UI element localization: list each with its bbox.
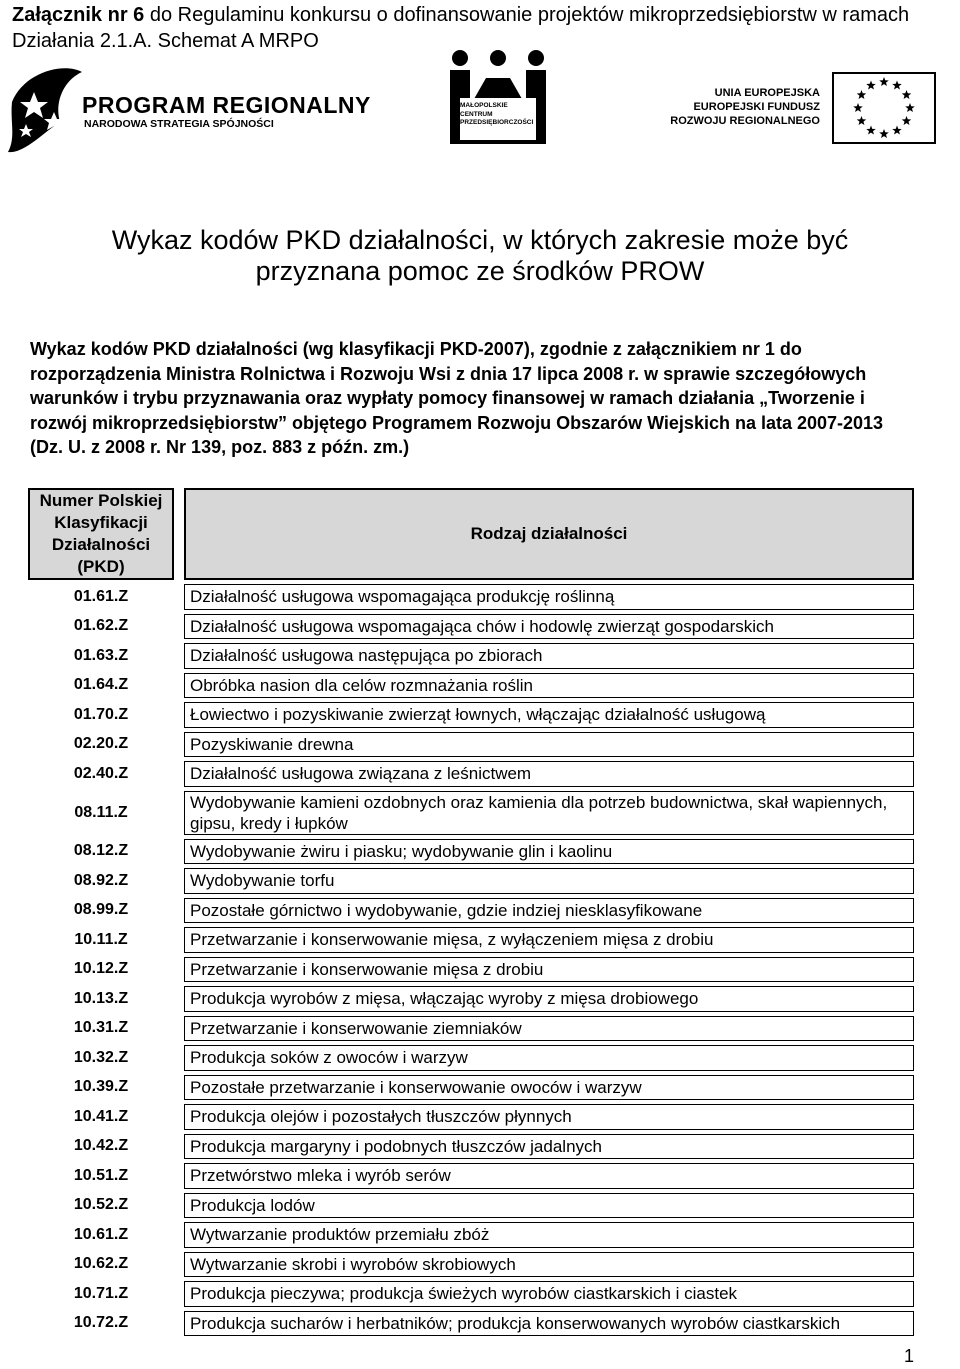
pkd-code: 10.12.Z (73, 960, 129, 978)
intro-paragraph: Wykaz kodów PKD działalności (wg klasyfikacji PKD-2007), zgodnie z załącznikiem nr 1 do rozporządzenia Ministra Rolnictwa i Rozwoju Wsi z dnia 17 lipca 2008 r. w sprawie szczegółowych warunków i trybu przyznawania oraz wypłaty pomocy finansowej w ramach działania „Tworzenie i rozwój mikroprzedsiębiorstw” objętego Programem Rozwoju Obszarów Wiejskich na lata 2007-2013 (Dz. U. z 2008 r. Nr 139, poz. 883 z późn. zm.) (30, 339, 884, 457)
activity-name: Pozyskiwanie drewna (184, 732, 914, 758)
row-gap (174, 1045, 184, 1071)
attachment-number: Załącznik nr 6 (12, 4, 145, 26)
row-gap (174, 614, 184, 640)
title-line1: Wykaz kodów PKD działalności, w których zakresie może być (111, 225, 849, 255)
page-title (0, 225, 960, 287)
row-gap (174, 1222, 184, 1248)
pkd-code: 08.11.Z (74, 803, 128, 821)
table-row (28, 1104, 914, 1130)
table-row (28, 927, 914, 953)
row-gap (174, 1252, 184, 1278)
table-row (28, 673, 914, 699)
activity-name: Produkcja soków z owoców i warzyw (184, 1045, 914, 1071)
mal-line2: CENTRUM (460, 110, 493, 118)
mal-line1: MAŁOPOLSKIE (460, 102, 508, 109)
header-gap (174, 488, 184, 580)
table-row (28, 957, 914, 983)
pkd-code: 10.62.Z (73, 1255, 129, 1273)
table-row (28, 732, 914, 758)
table-row (28, 584, 914, 610)
pkd-code: 08.92.Z (73, 871, 129, 889)
activity-name: Przetwarzanie i konserwowanie ziemniaków (184, 1016, 914, 1042)
eu-star-icon (905, 103, 915, 112)
row-gap (174, 643, 184, 669)
eu-line2: EUROPEJSKI FUNDUSZ (693, 101, 820, 113)
pkd-code: 10.52.Z (73, 1196, 129, 1214)
pkd-code: 01.64.Z (73, 676, 129, 694)
pkd-code: 10.42.Z (73, 1137, 129, 1155)
eu-star-icon (892, 126, 902, 135)
row-gap (174, 927, 184, 953)
eu-star-icon (902, 116, 912, 125)
activity-name: Przetwórstwo mleka i wyrób serów (184, 1163, 914, 1189)
title-line2: przyznana pomoc ze środków PROW (255, 256, 705, 286)
eu-flag-icon (832, 72, 936, 144)
activity-name: Produkcja pieczywa; produkcja świeżych wyrobów ciastkarskich i ciastek (184, 1281, 914, 1307)
row-gap (174, 1134, 184, 1160)
malopolskie-centrum-logo (446, 48, 550, 148)
pkd-code: 10.71.Z (73, 1284, 129, 1302)
table-row (28, 1075, 914, 1101)
row-gap (174, 1016, 184, 1042)
eu-star-icon (866, 80, 876, 89)
row-gap (174, 839, 184, 865)
table-row (28, 839, 914, 865)
table-row (28, 702, 914, 728)
eu-fund-text (668, 86, 820, 128)
pkd-table-body (28, 584, 914, 1336)
eu-star-icon (866, 126, 876, 135)
pkd-code: 01.62.Z (73, 617, 129, 635)
activity-name: Wytwarzanie produktów przemiału zbóż (184, 1222, 914, 1248)
activity-name: Działalność usługowa wspomagająca chów i hodowlę zwierząt gospodarskich (184, 614, 914, 640)
header-pkd-code: Numer Polskiej Klasyfikacji Działalności (PKD) (28, 488, 174, 580)
pkd-code: 10.31.Z (73, 1019, 129, 1037)
row-gap (174, 1281, 184, 1307)
activity-name: Produkcja lodów (184, 1193, 914, 1219)
pkd-code: 10.51.Z (73, 1166, 129, 1184)
activity-name: Wytwarzanie skrobi i wyrobów skrobiowych (184, 1252, 914, 1278)
table-row (28, 643, 914, 669)
eu-star-icon (902, 90, 912, 99)
row-gap (174, 1193, 184, 1219)
pkd-code: 10.41.Z (73, 1107, 129, 1125)
activity-name: Obróbka nasion dla celów rozmnażania roślin (184, 673, 914, 699)
row-gap (174, 957, 184, 983)
program-title: PROGRAM REGIONALNY (82, 92, 371, 118)
row-gap (174, 898, 184, 924)
table-row (28, 614, 914, 640)
eu-line3: ROZWOJU REGIONALNEGO (670, 115, 820, 127)
pkd-code: 08.99.Z (73, 901, 129, 919)
table-row (28, 1311, 914, 1337)
row-gap (174, 1075, 184, 1101)
attachment-header (12, 2, 952, 54)
pkd-code: 10.72.Z (73, 1314, 129, 1332)
pkd-code: 10.13.Z (73, 989, 129, 1007)
malopolskie-text (460, 102, 533, 128)
attachment-header-rest: do Regulaminu konkursu o dofinansowanie projektów mikroprzedsiębiorstw w ramach (144, 4, 910, 26)
table-row (28, 1163, 914, 1189)
activity-name: Przetwarzanie i konserwowanie mięsa, z wyłączeniem mięsa z drobiu (184, 927, 914, 953)
table-row (28, 1252, 914, 1278)
malopolskie-emblem-icon (446, 48, 550, 148)
attachment-header-line2: Działania 2.1.A. Schemat A MRPO (12, 30, 319, 52)
table-row (28, 868, 914, 894)
eu-star-icon (892, 80, 902, 89)
eu-star-icon (857, 90, 867, 99)
eu-star-icon (857, 116, 867, 125)
eu-star-icon (879, 77, 889, 86)
pkd-code: 10.32.Z (73, 1048, 129, 1066)
activity-name: Wydobywanie torfu (184, 868, 914, 894)
activity-name: Produkcja sucharów i herbatników; produkcja konserwowanych wyrobów ciastkarskich (184, 1311, 914, 1337)
row-gap (174, 673, 184, 699)
page-number: 1 (904, 1346, 915, 1366)
row-gap (174, 732, 184, 758)
activity-name: Pozostałe przetwarzanie i konserwowanie owoców i warzyw (184, 1075, 914, 1101)
activity-name: Przetwarzanie i konserwowanie mięsa z drobiu (184, 957, 914, 983)
activity-name: Produkcja wyrobów z mięsa, włączając wyroby z mięsa drobiowego (184, 986, 914, 1012)
row-gap (174, 868, 184, 894)
table-row (28, 791, 914, 835)
mal-line3: PRZEDSIĘBIORCZOŚCI (460, 119, 534, 126)
pkd-code: 10.11.Z (74, 930, 128, 948)
pkd-code: 02.20.Z (73, 735, 129, 753)
activity-name: Produkcja olejów i pozostałych tłuszczów płynnych (184, 1104, 914, 1130)
pkd-code: 10.61.Z (73, 1225, 129, 1243)
activity-name: Działalność usługowa wspomagająca produkcję roślinną (184, 584, 914, 610)
activity-name: Wydobywanie żwiru i piasku; wydobywanie glin i kaolinu (184, 839, 914, 865)
activity-name: Łowiectwo i pozyskiwanie zwierząt łownych, włączając działalność usługową (184, 702, 914, 728)
activity-name: Produkcja margaryny i podobnych tłuszczów jadalnych (184, 1134, 914, 1160)
row-gap (174, 584, 184, 610)
eu-line1: UNIA EUROPEJSKA (714, 87, 820, 99)
row-gap (174, 761, 184, 787)
program-subtitle: NARODOWA STRATEGIA SPÓJNOŚCI (84, 118, 274, 130)
row-gap (174, 1163, 184, 1189)
pkd-code: 01.63.Z (73, 646, 129, 664)
table-row (28, 1016, 914, 1042)
table-row (28, 986, 914, 1012)
eu-star-icon (879, 129, 889, 138)
table-row (28, 1222, 914, 1248)
row-gap (174, 986, 184, 1012)
row-gap (174, 791, 184, 835)
table-row (28, 1193, 914, 1219)
table-row (28, 1281, 914, 1307)
row-gap (174, 1311, 184, 1337)
activity-name: Działalność usługowa następująca po zbiorach (184, 643, 914, 669)
table-row (28, 761, 914, 787)
pkd-code: 08.12.Z (73, 842, 129, 860)
row-gap (174, 1104, 184, 1130)
pkd-code: 01.70.Z (73, 705, 129, 723)
table-row (28, 1134, 914, 1160)
activity-name: Wydobywanie kamieni ozdobnych oraz kamienia dla potrzeb budownictwa, skał wapiennych, gipsu, kredy i łupków (184, 791, 914, 835)
header-activity-type: Rodzaj działalności (184, 488, 914, 580)
pkd-code: 02.40.Z (73, 764, 129, 782)
pkd-code: 10.39.Z (73, 1078, 129, 1096)
table-row (28, 1045, 914, 1071)
pkd-table (28, 484, 914, 1340)
program-regionalny-logo (4, 62, 371, 158)
pkd-code: 01.61.Z (73, 587, 129, 605)
table-row (28, 898, 914, 924)
row-gap (174, 702, 184, 728)
activity-name: Działalność usługowa związana z leśnictwem (184, 761, 914, 787)
eu-star-icon (853, 103, 863, 112)
activity-name: Pozostałe górnictwo i wydobywanie, gdzie indziej niesklasyfikowane (184, 898, 914, 924)
